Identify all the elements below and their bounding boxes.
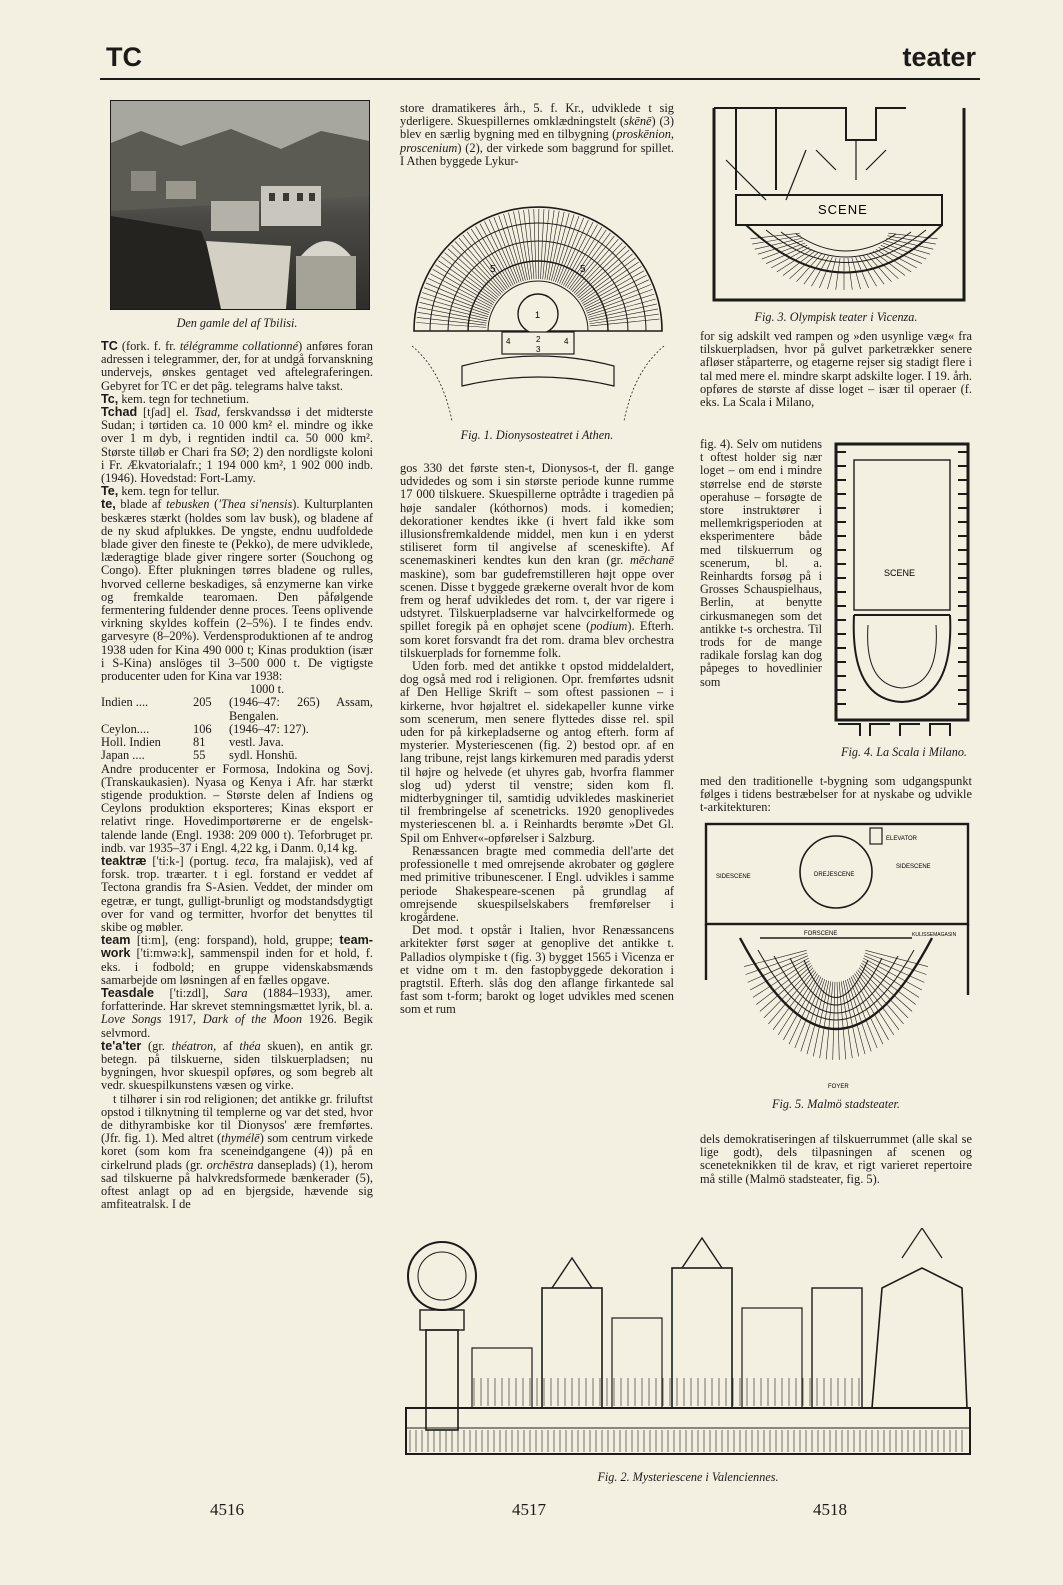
- page-header: [100, 38, 980, 80]
- fig4-la-scala: [830, 440, 974, 740]
- entry-tc: [101, 340, 373, 393]
- table-cell: 205: [193, 695, 212, 710]
- entry-teak-text-a: ['ti:k-] (portug.: [146, 853, 236, 868]
- photo-caption: Den gamle del af Tbilisi.: [176, 316, 298, 330]
- entry-te-chem-text: kem. tegn for tellur.: [118, 484, 220, 499]
- teater-p2-text-b: ) som centrum virkede koret (som kom fra sceneindgangene (4)) på en cirkelrund plads (gr.: [101, 1131, 373, 1172]
- fig5-kulissemagasin-label: KULISSEMAGASIN: [912, 932, 957, 938]
- entry-teasdale: [101, 987, 373, 1040]
- col2-top-text-c: ) (2), der virkede som baggrund for spillet. I Athen byggede Lykur-: [400, 140, 674, 168]
- column-3-part-b: fig. 4). Selv om nutidens t oftest holder sig nær loget – om end i mindre størrelse end de største operahuse – forsøgte de store instruktører i mellemkrigsperioden at eksperimentere både med tilskuerrum og scenerum, bl. a. Reinhardts forsøg på i Grosses Schauspielhaus, Berlin, at benytte cirkusmanegen som det antikke t-s orchestra. Til trods for de mange radikale forslag kan dog påpeges to hovedlinier som: [700, 437, 822, 689]
- entry-teasdale-text-c: 1917,: [161, 1012, 203, 1027]
- column-3-part-d: dels demokratiseringen af tilskuerrummet (alle skal se lige godt), dels tilpasningen af scenen og sceneteknikken til de krav, et rigt varieret repertoire må stille (Malmö stadsteater, fig. 5).: [700, 1132, 972, 1186]
- entry-teater-text-b: af: [216, 1038, 240, 1053]
- entry-teasdale-text-a: ['ti:zdl],: [153, 985, 225, 1000]
- entry-te-text-c: ). Kulturplanten beskæres stærkt (holdes som lav busk), og bladene af de ny skud afplukkes. De yngste, endnu uudfoldede blade giver den fineste te (Pekko), de mere udviklede, læderagtige blade giver ringere sorter (Souchong og Congo). Efter plukningen tørres bladene og rulles, hvorved cellerne beskadiges, så enzymerne kan virke og fremkalde tearomaen. Den påfølgende fermentering fuldender denne proces. Teens oplivende virkning skyldes koffein (2–5%). I te findes endv. garvesyre (8–20%). Verdensproduktionen af te androg 1938 uden for Kina 490 000 t; Kinas produktion (især i S-Kina) anslöges til 3–500 000 t. De vigtigste producenter uden for Kina var 1938:: [101, 497, 373, 684]
- entry-te-chem-keyword: Te,: [101, 484, 119, 499]
- entry-teater-text-c: skuen), en antik gr. betegn. på tilskuerne, siden tilskuerpladsen; nu bygningen, hvor skuespil opføres, og som begreb alt vedr. skuespilkunstens væsen og virke.: [101, 1038, 374, 1093]
- fig5-drawing: [700, 820, 972, 1095]
- entry-teasdale-italic-3: Dark of the Moon: [202, 1012, 303, 1027]
- column-1: [101, 340, 373, 1211]
- entry-teater: [101, 1040, 373, 1093]
- entry-tchad-keyword: Tchad: [101, 405, 138, 420]
- page-number-middle: 4517: [512, 1500, 546, 1519]
- table-cell: 55: [193, 748, 206, 763]
- col2-top-italic-2: proskēnion, proscenium: [400, 127, 674, 155]
- col2-top-italic-1: skēnē: [624, 114, 652, 129]
- col2-top-text-a: store dramatikeres årh., 5. f. Kr., udviklede t sig yderligere. Skuespillernes omklædningstelt (: [400, 101, 674, 129]
- entry-team-text-b: ['ti:mwə:k], sammenspil inden for et hold, f. eks. i fodbold; en gruppe videnskabsmænds samarbejde om løsningen af en fælles opgave.: [101, 946, 373, 987]
- header-right-keyword: teater: [902, 42, 976, 72]
- fig4-drawing: [830, 440, 974, 740]
- fig2-mystery-scene: [402, 1228, 974, 1466]
- table-cell: (1946–47: 265) Assam, Bengalen.: [229, 695, 373, 723]
- fig1-label-5-right: 5: [580, 264, 586, 275]
- entry-tchad: [101, 406, 373, 485]
- fig5-elevator-label: ELEVATOR: [886, 836, 918, 842]
- entry-tchad-text-b: ferskvandssø i det midterste Sudan; i tørtiden ca. 10 000 km² el. mindre og ikke over 1 m dyb, i regntiden indtil ca. 50 000 km². Største tilløb er Chari fra SØ; 2) den nordligste koloni i Fr. Ækvatorialafr.; 1 194 000 km², 1 902 000 indb. (1946). Hovedstad: Fort-Lamy.: [101, 405, 373, 486]
- entry-te-text-a: blade af: [115, 497, 167, 512]
- fig1-drawing: [402, 196, 674, 426]
- fig3-scene-label: SCENE: [818, 202, 868, 217]
- entry-teater-keyword: te'a'ter: [101, 1038, 142, 1053]
- teater-continued-top: [400, 102, 674, 168]
- table-cell: Indien ....: [101, 695, 149, 710]
- entry-team: [101, 934, 373, 987]
- table-cell: sydl. Honshū.: [229, 748, 298, 763]
- entry-tc-text-b: ) anføres foran adressen i telegrammer, der, for at undgå forvanskning undervejs, ønskes gentaget ved aftelegraferingen. Gebyret for TC er det pãg. telegrams halve takst.: [101, 339, 373, 393]
- column-3-part-c: med den traditionelle t-bygning som udgangspunkt følges i tidens bestræbelser for at nyskabe og udvikle t-arkitekturen:: [700, 774, 972, 815]
- col2-p1-text-a: gos 330 det første sten-t, Dionysos-t, der fl. gange udvidedes og som i sin største periode kunne rumme 17 000 tilskuere. Skuespillerne optrådte i tragedien på høje sandaler (kóthornos) mods. i komedien; dekorationer kendtes ikke (i hvert fald ikke som illusionsfremkaldende middel, men kun i en yderst stiliseret form til angivelse af sceneskifte). Af scenemaskineri kendtes kun den kran (gr.: [400, 461, 674, 568]
- entry-tc-italic: télégramme collationné: [179, 339, 299, 353]
- entry-team-text-a: [ti:m], (eng: forspand), hold, gruppe;: [130, 933, 340, 948]
- entry-teasdale-text-b: (1884–1933), amer. forfatterinde. Har skrevet stemningsmættet lyrik, bl. a.: [101, 985, 374, 1014]
- entry-teaktrae: [101, 855, 373, 934]
- col2-paragraph-3: Renæssancen bragte med commedia dell'arte det professionelle t med omrejsende akrobater og gøglere med primitive tribunescener. I Engl. udvikles i samme periode Shakespeare-scenen på grundlag af omrejsende skuespilselskabers fremførelser i krogårdene.: [400, 843, 674, 924]
- teater-p2-italic-1: thymélē: [221, 1131, 260, 1146]
- table-cell: Holl. Indien: [101, 735, 161, 750]
- column-2-top: [400, 102, 674, 168]
- entry-te: [101, 498, 373, 683]
- table-row: [101, 696, 373, 722]
- tea-production-table: [101, 683, 373, 762]
- table-cell: Japan ....: [101, 748, 145, 763]
- col2-paragraph-4: Det mod. t opstår i Italien, hvor Renæssancens arkitekter først søger at genoplive det antikke t. Palladios olympiske t (fig. 3) bygget 1565 i Vicenza er et vidne om t m. den fastopbyggede dekoration i pragtstil. Efterh. slås dog den aflange firkantede sal fast som t-form; barokt og loget udvikles med scenen som et rum: [400, 923, 674, 1017]
- fig1-label-2: 2: [536, 335, 541, 344]
- header-left-keyword: TC: [106, 42, 142, 72]
- entry-te-italic-2: 'Thea si'nensis: [218, 497, 293, 512]
- entry-teak-italic: teca,: [235, 853, 259, 868]
- fig3-caption: Fig. 3. Olympisk teater i Vicenza.: [754, 310, 918, 324]
- col2-paragraph-2: Uden forb. med det antikke t opstod middelaldert, dog også med rod i religionen. Opr. fremførtes udsnit af Den Hellige Skrift – som oftest passionen – i kirkerne, hvor højaltret el. sidekapeller kunne virke som scenerum, men senere flyttedes disse rel. spil uden for på kirkepladserne og antog efterh. form af mysterier. Mysteriescenen (fig. 2) bestod opr. af en lang tribune, rejst langs kirkemuren med paradis yderst til højre og helvede (et uhyres gab, hvorfra flammer slog ud) yderst til venstre; siden kom fl. midterbygninger til, samtidig udvikledes maskineriet til frembringelse af scenetricks. 1920 genoplivedes mysteriescenen bl. a. i Reinhardts berømte »Det Gl. Spil om Enhver«-opførelser i Salzburg.: [400, 659, 674, 845]
- entry-teamwork-keyword: team-work: [101, 933, 373, 961]
- table-row: [101, 749, 373, 762]
- entry-team-keyword: team: [101, 933, 131, 948]
- teater-p2-text-c: danseplads) (1), herom sad tilskuerne på halvkredsformede bænkerader (5), oftest anlagt op ad en bjergside, hævende sig amfiteatralsk. I de: [101, 1157, 373, 1212]
- entry-teater-text-a: (gr.: [141, 1038, 172, 1053]
- fig3-vicenza-theatre: [706, 100, 972, 305]
- tbilisi-photo-drawing: [111, 101, 369, 309]
- table-cell: 81: [193, 735, 206, 750]
- col2-top-text-b: ) (3) blev en særlig bygning med en tilbygning (: [400, 114, 674, 142]
- entry-tchad-italic: Tsad,: [194, 405, 221, 420]
- entry-tc-chem-keyword: Tc,: [101, 391, 119, 406]
- fig1-label-5-left: 5: [490, 264, 496, 275]
- fig5-drejescene-label: DREJESCENE: [814, 872, 855, 878]
- col2-p1-italic-2: podium: [590, 619, 628, 634]
- fig1-label-1: 1: [535, 310, 541, 320]
- fig1-label-3: 3: [536, 345, 541, 354]
- entry-teak-keyword: teaktræ: [101, 853, 147, 868]
- fig1-dionysos-theatre: [402, 196, 674, 426]
- teater-p2-text-a: t tilhører i sin rod religionen; det antikke gr. friluftst opstod i tilknytning til templerne og var det sted, hvor de dithyrambiske kor til Dionysos' ære fremførtes. (Jfr. fig. 1). Med altret (: [101, 1091, 373, 1146]
- entry-teater-italic-1: théatron,: [171, 1038, 217, 1053]
- entry-te-italic-1: tebusken: [166, 497, 210, 512]
- table-cell: (1946–47: 127).: [229, 721, 309, 736]
- teater-p2-italic-2: orchēstra: [206, 1157, 254, 1172]
- fig5-sidescene-left-label: SIDESCENE: [716, 874, 751, 880]
- col2-p1-italic-1: mēchanē: [629, 553, 674, 568]
- entry-teater-paragraph-2: [101, 1093, 373, 1212]
- table-cell: 106: [193, 721, 212, 736]
- column-3-part-a: for sig adskilt ved rampen og »den usynlige væg« fra tilskuerpladsen, hvor på gulvet parketrækker senere afløser ståparterre, og etagerne rejser sig stadigt flere i tal med mere el. mindre skarpt adskilte loger. I 19. årh. opføres de største af disse loget – især til operaer (f. eks. La Scala i Milano,: [700, 329, 972, 410]
- entry-tc-keyword: TC: [101, 339, 118, 353]
- column-2: [400, 462, 674, 1017]
- entry-tchad-text-a: [tʃad] el.: [137, 405, 195, 420]
- tea-production-unit: 1000 t.: [249, 682, 285, 697]
- entry-teak-text-b: fra malajisk), ved af forsk. trop. træarter. t i egl. forstand er veddet af Tectona grandis fra S-Asien. Veddet, der minder om egetræ, er tungt, gulligt-brunligt og modstandsdygtigt over for vand og termitter, hvorfor det benyttes til skibe og møbler.: [101, 853, 373, 934]
- fig2-caption: Fig. 2. Mysteriescene i Valenciennes.: [597, 1470, 779, 1484]
- entry-teasdale-keyword: Teasdale: [101, 985, 154, 1000]
- entry-tc-text-a: (fork. f. fr.: [117, 339, 180, 353]
- fig4-scene-label: SCENE: [884, 568, 916, 578]
- fig2-drawing: [402, 1228, 974, 1466]
- fig1-caption: Fig. 1. Dionysosteatret i Athen.: [460, 428, 614, 442]
- page-number-right: 4518: [813, 1500, 847, 1519]
- table-cell: vestl. Java.: [229, 735, 284, 750]
- entry-teasdale-italic-2: Love Songs: [101, 1012, 162, 1027]
- entry-te-text-b: (: [209, 497, 219, 512]
- fig4-caption: Fig. 4. La Scala i Milano.: [841, 745, 967, 759]
- col2-p1-text-c: ). Efterh. som koret forsvandt fra det rom. drama blev orchestra tilskuerplads for fornemme folk.: [400, 619, 674, 660]
- entry-te-continued: Andre producenter er Formosa, Indokina og Sovj. (Transkaukasien). Nyasa og Kenya i Afr. har stærkt stigende produktion. – Største delen af Indiens og Ceylons produktion eksporteres; Kinas eksport er relativt ringe. Hovedimportørerne er de engelsk-talende lande (Engl. 1938: 209 000 t). Teforbruget pr. indb. var 1935–37 i Engl. 4,22 kg, i Danm. 0,14 kg.: [101, 761, 373, 855]
- fig5-caption: Fig. 5. Malmö stadsteater.: [772, 1097, 900, 1111]
- entry-tc-chem-text: kem. tegn for technetium.: [118, 391, 250, 406]
- entry-teasdale-italic-1: Sara: [224, 985, 248, 1000]
- fig5-malmo-theatre: [700, 820, 972, 1095]
- entry-teater-italic-2: théa: [239, 1038, 261, 1053]
- tbilisi-photo: [110, 100, 370, 310]
- fig5-sidescene-right-label: SIDESCENE: [896, 864, 931, 870]
- fig1-label-4-left: 4: [506, 337, 511, 346]
- fig3-drawing: [706, 100, 972, 305]
- fig5-forscene-label: FORSCENE: [804, 931, 838, 937]
- fig5-foyer-label: FOYER: [828, 1084, 849, 1090]
- table-cell: Ceylon....: [101, 721, 150, 736]
- entry-te-keyword: te,: [101, 497, 116, 512]
- col2-p1-text-b: maskine), som bar gudefremstilleren højt oppe over scenen. Disse t byggede grækerne overalt hvor de kom frem og heraf udvikledes det rom. t, der var rigere i udstyret. Tilskuerpladserne var halvcirkelformede og spillet foregik på en ophøjet scene (: [400, 566, 674, 634]
- page-number-left: 4516: [210, 1500, 244, 1519]
- entry-teasdale-text-d: 1926. Begik selvmord.: [101, 1012, 373, 1040]
- col2-paragraph-1: [400, 462, 674, 660]
- fig1-label-4-right: 4: [564, 337, 569, 346]
